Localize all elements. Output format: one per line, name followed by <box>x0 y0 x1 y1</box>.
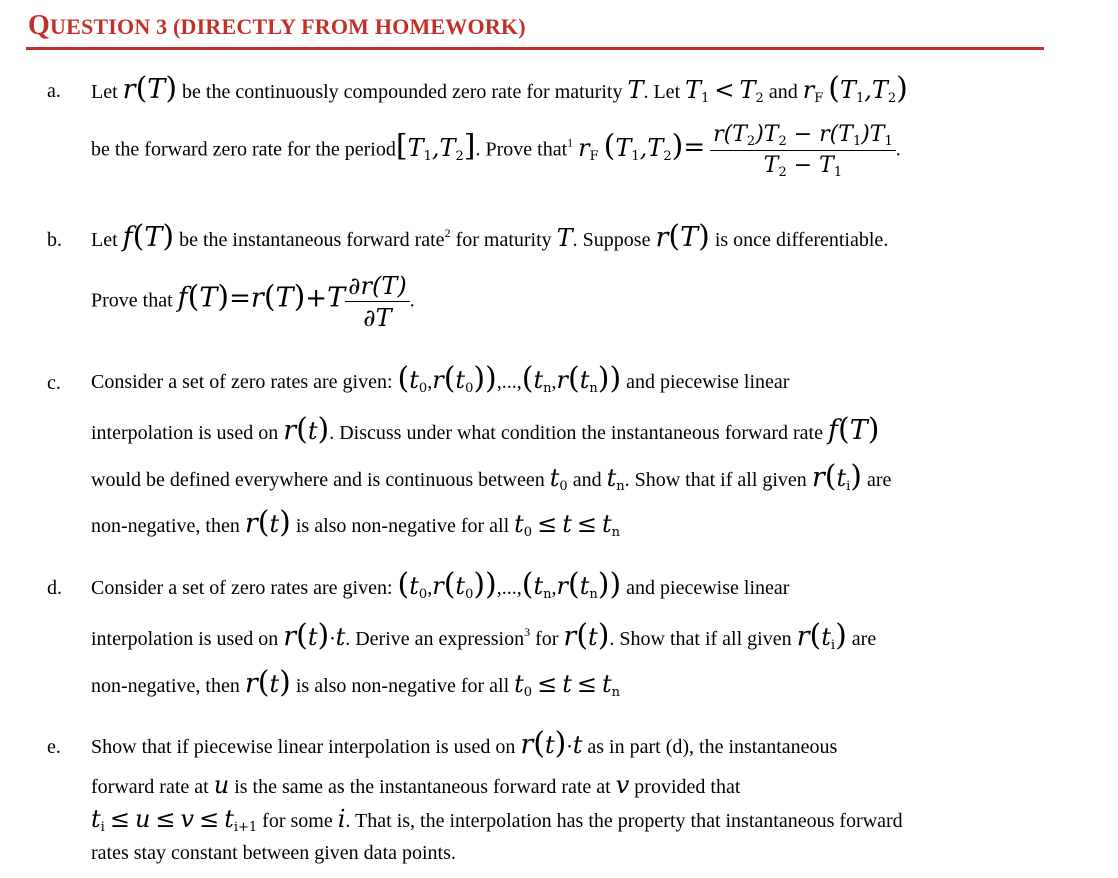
text: Let <box>91 229 118 251</box>
part-c-line-2: interpolation is used on r(t). Discuss under what condition the instantaneous forward rate f(T) <box>91 412 880 447</box>
text: as in part (d), the instantaneous <box>587 736 838 758</box>
item-label-b: b. <box>47 229 62 251</box>
text: Consider a set of zero rates are given: <box>91 577 393 599</box>
text: for some <box>262 810 333 832</box>
part-d-line-3: non-negative, then r(t) is also non-negative for all $t_0 \le t \le t_n$ <box>91 665 620 700</box>
text: non-negative, then <box>91 675 240 697</box>
text: . Suppose <box>572 229 651 251</box>
text: for <box>535 628 559 650</box>
text: forward rate at <box>91 776 209 798</box>
text: be the continuously compounded zero rate for maturity <box>182 81 623 103</box>
question-title <box>28 10 526 42</box>
text: is once differentiable. <box>714 229 889 251</box>
part-b-line-1: Let f(T) be the instantaneous forward rate$^2$ for maturity T. Suppose r(T) is once differentiable. <box>91 219 889 254</box>
text: are <box>851 628 877 650</box>
text: . That is, the interpolation has the property that instantaneous forward <box>345 810 903 832</box>
text: and piecewise linear <box>626 577 790 599</box>
item-label-a: a. <box>47 80 61 102</box>
text: and <box>768 81 798 103</box>
text: interpolation is used on <box>91 422 279 444</box>
text: . Show that if all given <box>624 469 807 491</box>
title-rest: UESTION 3 (DIRECTLY FROM HOMEWORK) <box>49 14 526 39</box>
text: and piecewise linear <box>626 371 790 393</box>
part-e-line-2: forward rate at u is the same as the instantaneous forward rate at v provided that <box>91 771 741 799</box>
forward-rate-fraction: $\frac{r(T_2)T_2 - r(T_1)T_1}{T_2 - T_1}$ <box>710 122 896 180</box>
text: Let <box>91 81 118 103</box>
part-b-line-2: Prove that f(T)=r(T)+T $\frac{\partial r(T)}{\partial T}$ . <box>91 272 415 332</box>
text: be the instantaneous forward rate <box>179 229 445 251</box>
part-a-line-2: be the forward zero rate for the $period[T_1,T_2]$. Prove that$^1$ $r_F$ $(T_1,T_2)=$ $\frac{r(T_2)T_2 - r(T_1)T_1}{T_2 - T_1}$ . <box>91 122 901 180</box>
text: is also non-negative for all <box>295 675 510 697</box>
item-label-d: d. <box>47 577 62 599</box>
text: . Show that if all given <box>609 628 792 650</box>
part-d-line-1: Consider a set of zero rates are given: $(t_0,r(t_0)),...,(t_n,r(t_n))$ and piecewise linear <box>91 567 790 602</box>
footnote-mark: 1 <box>567 135 574 150</box>
part-a-line-1: Let r(T) be the continuously compounded zero rate for maturity T. Let $T_1 < T_2$ and $r_F$ $(T_1,T_2)$ <box>91 71 908 106</box>
text: be the forward zero rate for the period <box>91 138 396 161</box>
text: would be defined everywhere and is continuous between <box>91 469 545 491</box>
text: and <box>572 469 602 491</box>
derivative-fraction: $\frac{\partial r(T)}{\partial T}$ <box>345 272 410 332</box>
part-d-line-2: interpolation is used on r(t)·t. Derive an expression$^3$ for r(t). Show that if all given $r(t_i)$ are <box>91 618 877 653</box>
footnote-mark: 3 <box>524 625 531 639</box>
text: . Discuss under what condition the instantaneous forward rate <box>329 422 823 444</box>
item-label-c: c. <box>47 372 61 394</box>
footnote-mark: 2 <box>444 226 451 240</box>
text: . Derive an expression <box>345 628 525 650</box>
text: interpolation is used on <box>91 628 279 650</box>
text: . Prove that <box>475 138 568 161</box>
text: Consider a set of zero rates are given: <box>91 371 393 393</box>
text: is also non-negative for all <box>295 515 510 537</box>
text: are <box>867 469 892 491</box>
text: . Let <box>643 81 681 103</box>
part-c-line-3: would be defined everywhere and is continuous between $t_0$ and $t_n$. Show that if all given $r(t_i)$ are <box>91 459 892 494</box>
text: for maturity <box>455 229 552 251</box>
title-initial: Q <box>28 10 50 41</box>
text: non-negative, then <box>91 515 240 537</box>
part-c-line-1: Consider a set of zero rates are given: $(t_0,r(t_0)),...,(t_n,r(t_n))$ and piecewise linear <box>91 361 790 396</box>
text: provided that <box>634 776 741 798</box>
part-e-line-4 <box>91 842 456 865</box>
title-rule <box>26 47 1044 50</box>
text: is the same as the instantaneous forward rate at <box>234 776 611 798</box>
text: rates stay constant between given data points. <box>91 842 456 864</box>
text: Show that if piecewise linear interpolation is used on <box>91 736 516 758</box>
part-c-line-4: non-negative, then r(t) is also non-negative for all $t_0 \le t \le t_n$ <box>91 505 620 540</box>
part-e-line-1: Show that if piecewise linear interpolation is used on r(t)·t as in part (d), the instantaneous <box>91 726 838 761</box>
item-label-e: e. <box>47 736 61 758</box>
part-e-line-3: $t_i \le u \le v \le t_{i+1}$ for some i. That is, the interpolation has the property that instantaneous forward <box>91 805 903 835</box>
text: Prove that <box>91 289 173 312</box>
